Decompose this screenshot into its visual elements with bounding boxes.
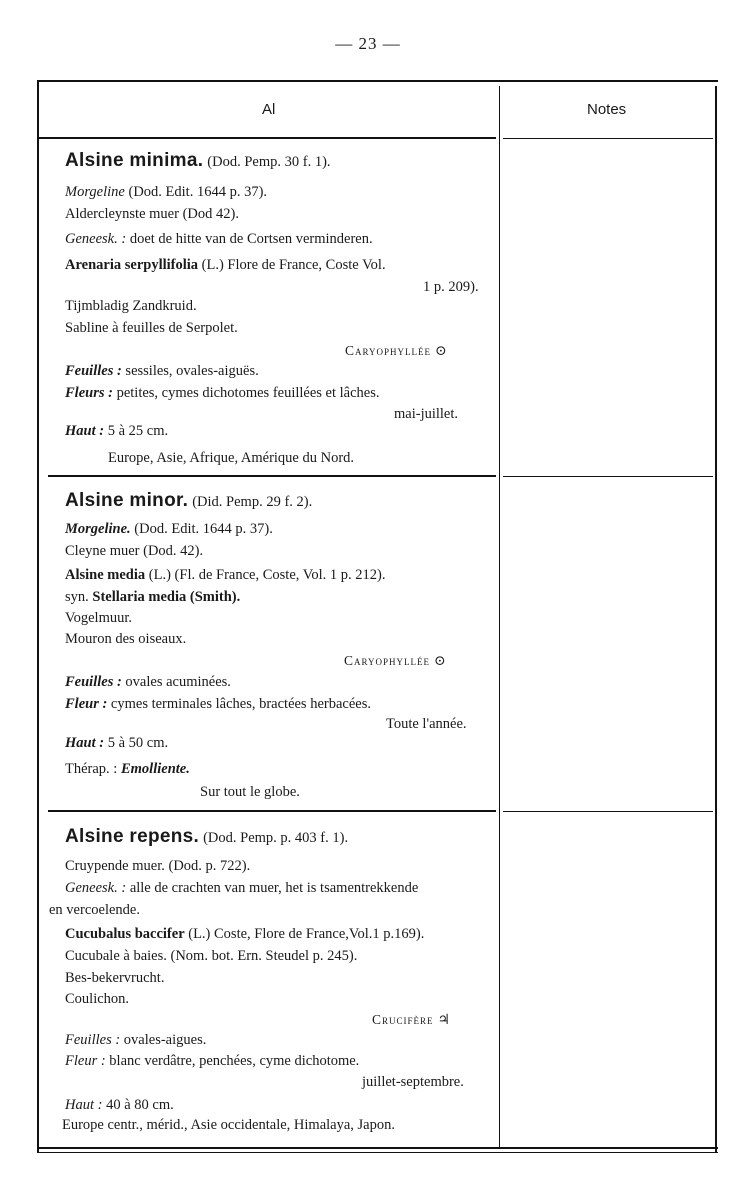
column-divider: [499, 86, 500, 1148]
family-name: Caryophyllée: [345, 343, 432, 358]
entry-line: Haut : 40 à 80 cm.: [65, 1097, 174, 1113]
section-divider-2-notes: [503, 811, 713, 812]
entry-line: Morgeline. (Dod. Edit. 1644 p. 37).: [65, 521, 273, 537]
entry-line: Europe, Asie, Afrique, Amérique du Nord.: [108, 450, 355, 466]
entry-title-line: [65, 150, 331, 172]
entry-line: Arenaria serpyllifolia (L.) Flore de France, Coste Vol.: [65, 257, 386, 273]
entry-line: Alsine media (L.) (Fl. de France, Coste, Vol. 1 p. 212).: [65, 567, 386, 583]
family-line: [344, 652, 446, 670]
page-number: — 23 —: [335, 34, 401, 53]
entry-line: syn. Stellaria media (Smith).: [65, 589, 241, 605]
entry-line: Cucubale à baies. (Nom. bot. Ern. Steudel p. 245).: [65, 948, 358, 964]
entry-line: mai-juillet.: [394, 406, 459, 422]
entry-line: Tijmbladig Zandkruid.: [65, 298, 197, 314]
column-header-notes: Notes: [587, 101, 627, 118]
entry-line: Cucubalus baccifer (L.) Coste, Flore de France,Vol.1 p.169).: [65, 926, 425, 942]
entry-line: 1 p. 209).: [423, 279, 479, 295]
table-bottom-rule: [37, 1147, 718, 1149]
header-bottom-rule: [37, 137, 496, 139]
family-name: Caryophyllée: [344, 653, 431, 668]
entry-line: Cruypende muer. (Dod. p. 722).: [65, 858, 251, 874]
entry-line: Aldercleynste muer (Dod 42).: [65, 206, 239, 222]
table-top-rule: [37, 80, 718, 82]
entry-line: en vercoelende.: [49, 902, 140, 918]
species-reference: (Did. Pemp. 29 f. 2).: [192, 494, 313, 510]
perennial-symbol-icon: ♃: [437, 1013, 451, 1028]
entry-line: Haut : 5 à 50 cm.: [65, 735, 169, 751]
family-line: [345, 342, 447, 360]
entry-line: juillet-septembre.: [362, 1074, 464, 1090]
section-divider-1: [48, 475, 496, 477]
entry-title-line: [65, 826, 348, 848]
species-name: Alsine minima.: [65, 150, 204, 171]
entry-line: Toute l'année.: [386, 716, 467, 732]
family-line: [372, 1011, 450, 1029]
entry-line: Feuilles : sessiles, ovales-aiguës.: [65, 363, 259, 379]
entry-line: Cleyne muer (Dod. 42).: [65, 543, 204, 559]
section-divider-2: [48, 810, 496, 812]
entry-line: Feuilles : ovales acuminées.: [65, 674, 231, 690]
table-right-rule: [715, 86, 717, 1152]
annual-symbol-icon: ⊙: [435, 344, 447, 359]
entry-line: Sabline à feuilles de Serpolet.: [65, 320, 238, 336]
entry-line: Coulichon.: [65, 991, 130, 1007]
family-name: Crucifère: [372, 1012, 434, 1027]
entry-line: Sur tout le globe.: [200, 784, 300, 800]
species-name: Alsine minor.: [65, 490, 189, 511]
entry-line: Feuilles : ovales-aigues.: [65, 1032, 207, 1048]
annual-symbol-icon: ⊙: [434, 654, 446, 669]
entry-line: Geneesk. : alle de crachten van muer, het is tsamentrekkende: [65, 880, 419, 896]
entry-line: Fleurs : petites, cymes dichotomes feuillées et lâches.: [65, 385, 380, 401]
species-reference: (Dod. Pemp. p. 403 f. 1).: [203, 830, 349, 846]
entry-line: Geneesk. : doet de hitte van de Cortsen verminderen.: [65, 231, 373, 247]
entry-line: Morgeline (Dod. Edit. 1644 p. 37).: [65, 184, 268, 200]
column-header-left: Al: [262, 101, 276, 118]
species-reference: (Dod. Pemp. 30 f. 1).: [207, 154, 331, 170]
entry-line: Mouron des oiseaux.: [65, 631, 187, 647]
entry-line: Thérap. : Emolliente.: [65, 761, 190, 777]
entry-title-line: [65, 490, 312, 512]
header-bottom-rule-notes: [503, 138, 713, 139]
entry-line: Fleur : blanc verdâtre, penchées, cyme dichotome.: [65, 1053, 360, 1069]
entry-line: Bes-bekervrucht.: [65, 970, 165, 986]
species-name: Alsine repens.: [65, 826, 200, 847]
entry-line: Vogelmuur.: [65, 610, 132, 626]
entry-line: Fleur : cymes terminales lâches, bractées herbacées.: [65, 696, 371, 712]
table-bottom-rule-2: [37, 1152, 718, 1153]
entry-line: Europe centr., mérid., Asie occidentale, Himalaya, Japon.: [62, 1117, 395, 1133]
table-left-rule: [37, 80, 39, 1152]
section-divider-1-notes: [503, 476, 713, 477]
entry-line: Haut : 5 à 25 cm.: [65, 423, 169, 439]
